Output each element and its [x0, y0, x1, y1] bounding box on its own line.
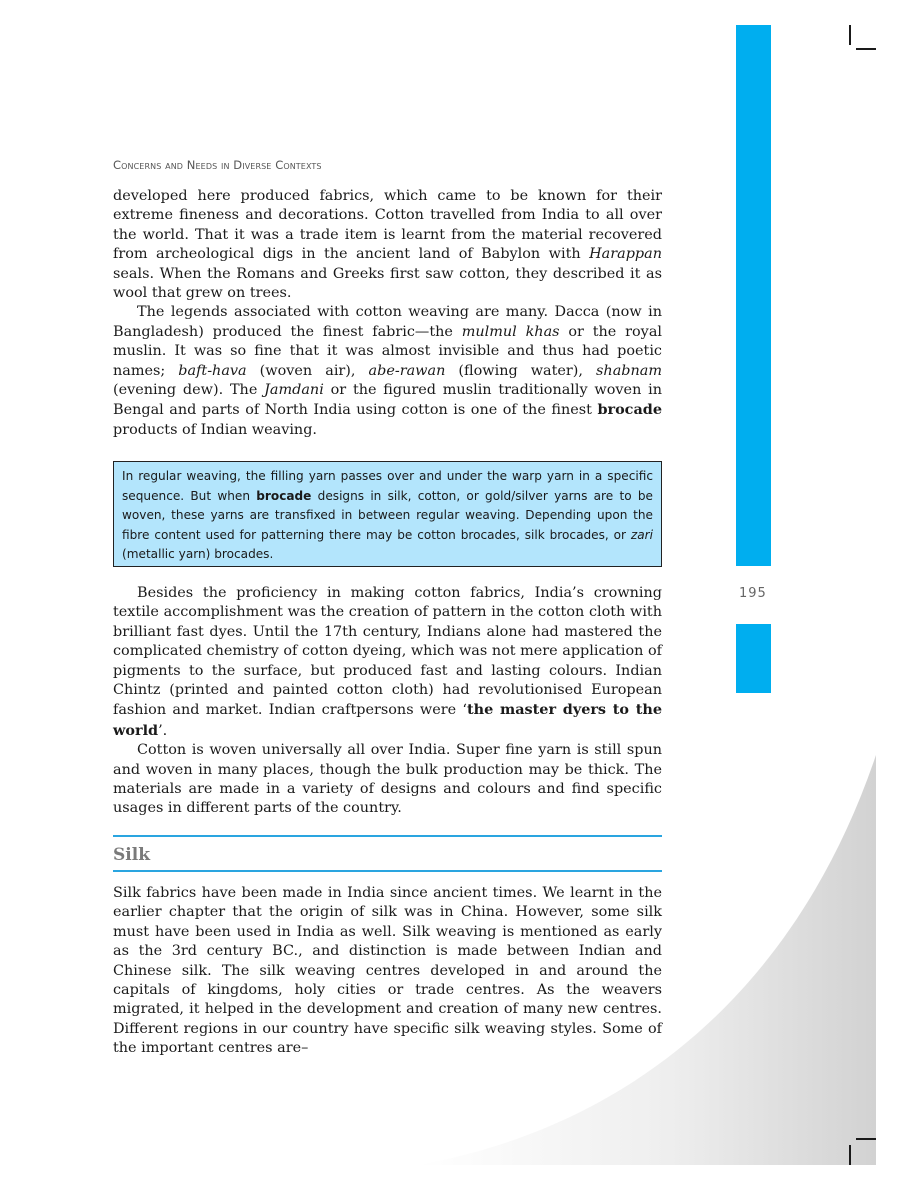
term-zari: zari: [630, 527, 653, 542]
page-number: 195: [739, 586, 767, 601]
text-span: (evening dew). The: [113, 382, 265, 399]
body-text-top: [113, 187, 662, 440]
text-span: (woven air),: [246, 362, 369, 379]
body-text-silk: [113, 884, 662, 1059]
paragraph-cotton-history: [113, 187, 662, 303]
paragraph-silk: Silk fabrics have been made in India since ancient times. We learnt in the earlier chapter that the origin of silk was in China. However, some silk must have been used in India as well. Silk weaving is mentioned as early as the 3rd century BC., and distinction is made between Indian and Chinese silk. The silk weaving centres developed in and around the capitals of kingdoms, holy cities or trade centres. As the weavers migrated, it helped in the development and creation of many new centres. Different regions in our country have specific silk weaving styles. Some of the important centres are–: [113, 885, 662, 1057]
text-span: developed here produced fabrics, which came to be known for their extreme fineness and decorations. Cotton travelled from India to all over the world. That it was a trade item is learnt from the material recovered from archeological digs in the ancient land of Babylon with: [113, 188, 662, 263]
term-jamdani: Jamdani: [264, 382, 324, 399]
section-rule-bottom: [113, 870, 662, 872]
crop-mark-top-vertical: [849, 25, 851, 45]
body-text-middle: [113, 584, 662, 819]
term-mulmul-khas: mulmul khas: [461, 323, 560, 340]
brocade-callout-box: [113, 461, 662, 567]
term-abe-rawan: abe-rawan: [368, 362, 446, 379]
term-shabnam: shabnam: [596, 362, 662, 379]
section-rule-top: [113, 835, 662, 837]
term-harappan: Harappan: [589, 246, 662, 263]
term-baft-hava: baft-hava: [178, 362, 247, 379]
crop-mark-bottom-horizontal: [856, 1138, 876, 1140]
text-span: products of Indian weaving.: [113, 421, 317, 438]
side-accent-bar-top: [736, 25, 771, 566]
text-span: or the figured muslin traditionally woven in Bengal and parts of North India using cotton is one of the finest: [113, 382, 662, 419]
paragraph-cotton-dyeing: [113, 584, 662, 741]
text-span: ’.: [158, 722, 168, 739]
text-span: seals. When the Romans and Greeks first saw cotton, they described it as wool that grew on trees.: [113, 265, 662, 302]
section-heading-silk: Silk: [113, 845, 150, 865]
crop-mark-top-horizontal: [856, 48, 876, 50]
crop-mark-bottom-vertical: [849, 1145, 851, 1165]
text-span: In regular weaving, the filling yarn passes over and under the warp yarn in a specific sequence. But when: [122, 469, 653, 503]
term-master-dyers: the master dyers to the world: [113, 701, 663, 739]
text-span: The legends associated with cotton weaving are many. Dacca (now in Bangladesh) produced the finest fabric—the: [113, 304, 662, 340]
text-span: or the royal muslin. It was so fine that it was almost invisible and thus had poetic names;: [113, 323, 662, 379]
term-brocade: brocade: [597, 401, 662, 419]
paragraph-cotton-legends: [113, 303, 662, 440]
text-span: Besides the proficiency in making cotton fabrics, India’s crowning textile accomplishment was the creation of pattern in the cotton cloth with brilliant fast dyes. Until the 17th century, Indians alone had mastered the complicated chemistry of cotton dyeing, which was not mere application of pigments to the surface, but produced fast and lasting colours. Indian Chintz (printed and painted cotton cloth) had revolutionised European fashion and market. Indian craftpersons were ‘: [113, 585, 662, 719]
running-header: Concerns and Needs in Diverse Contexts: [113, 158, 322, 172]
text-span: (flowing water),: [445, 362, 597, 379]
side-accent-bar-bottom: [736, 624, 771, 693]
paragraph-cotton-weaving-today: Cotton is woven universally all over India. Super fine yarn is still spun and woven in many places, though the bulk production may be thick. The materials are made in a variety of designs and colours and find specific usages in different parts of the country.: [113, 742, 662, 817]
text-span: designs in silk, cotton, or gold/silver yarns are to be woven, these yarns are transfixed in between regular weaving. Depending upon the fibre content used for patterning there may be cotton brocades, silk brocades, or: [122, 488, 653, 542]
text-span: (metallic yarn) brocades.: [122, 547, 274, 561]
term-brocade: brocade: [256, 488, 312, 503]
